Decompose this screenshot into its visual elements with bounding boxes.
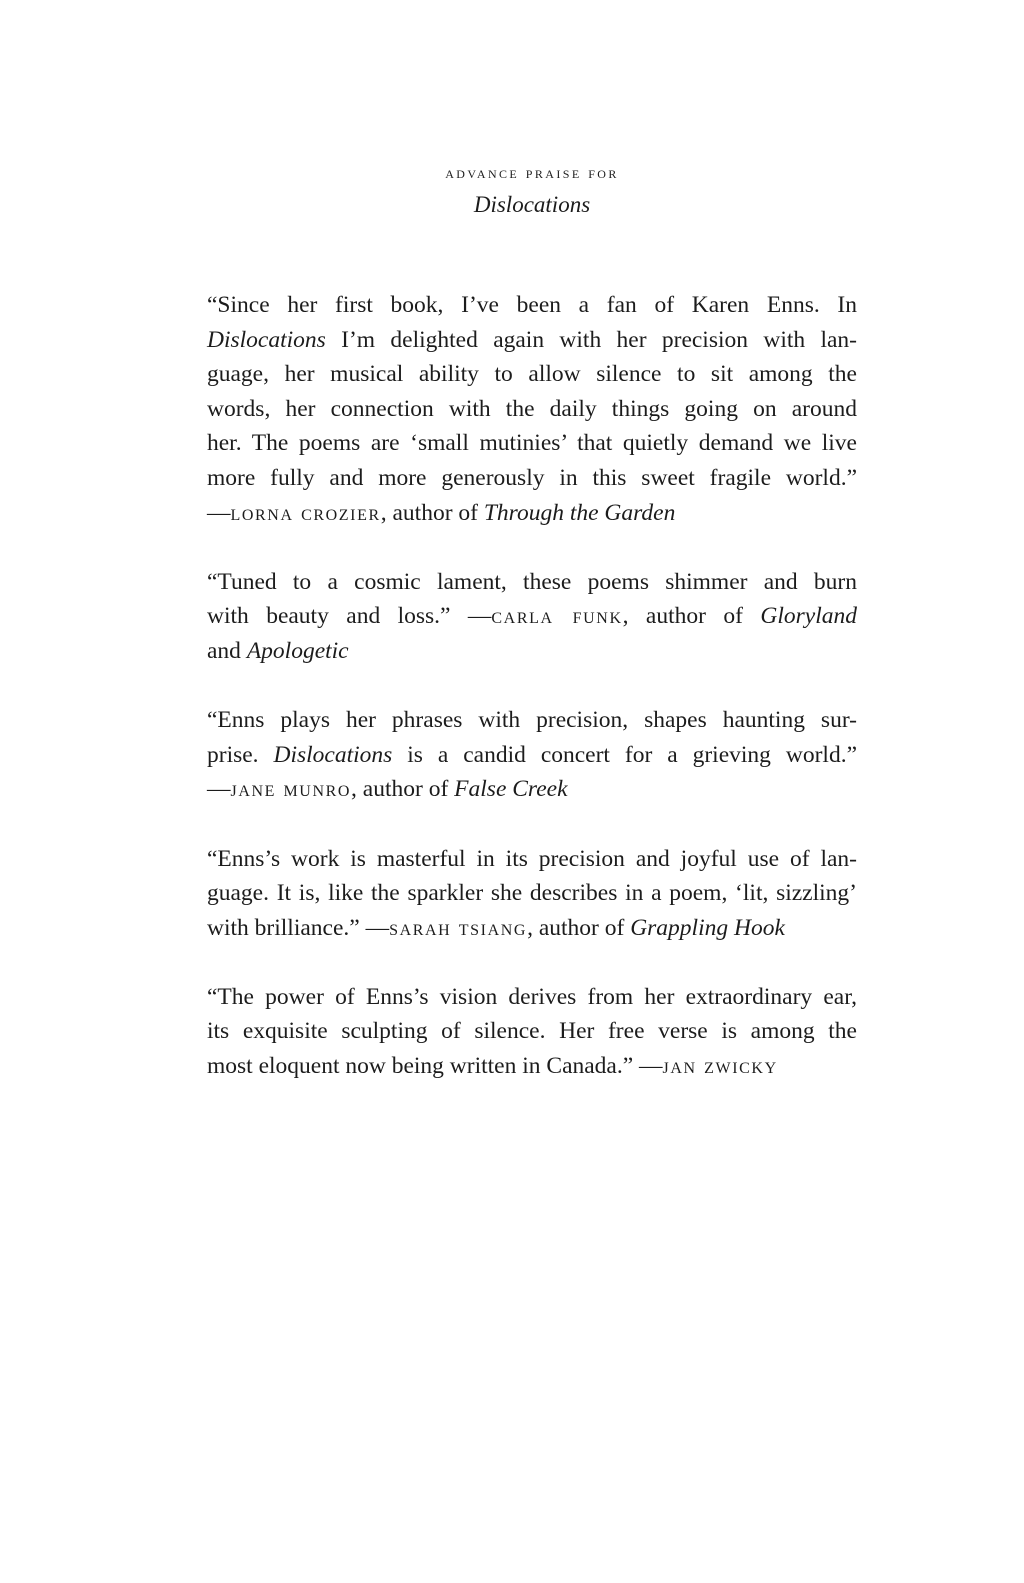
- quote-line: [207, 357, 857, 392]
- quote-line: [207, 565, 857, 600]
- quote-text: her. The poems are ‘small mutinies’ that quietly demand we live: [207, 430, 857, 457]
- quote-text: “Tuned to a cosmic lament, these poems shimmer and burn: [207, 568, 857, 595]
- quote-text: , author of: [351, 776, 455, 803]
- quote-line: [207, 323, 857, 358]
- quote-text: “Enns plays her phrases with precision, shapes haunting sur-: [207, 707, 857, 734]
- praise-quotes: [207, 288, 857, 1084]
- quote-line: [207, 634, 857, 669]
- quote-line: [207, 911, 857, 946]
- quote-line: [207, 1049, 857, 1084]
- quote-line: [207, 599, 857, 634]
- quote-text: with beauty and loss.” —: [207, 603, 492, 630]
- quote-line: [207, 496, 857, 531]
- quote-line: [207, 842, 857, 877]
- book-title-ref: Grappling Hook: [630, 914, 785, 941]
- quote-line: [207, 876, 857, 911]
- quote-text: “Since her first book, I’ve been a fan of Karen Enns. In: [207, 292, 857, 318]
- quote-text: guage. It is, like the sparkler she describes in a poem, ‘lit, sizzling’: [207, 880, 857, 907]
- quote-line: [207, 392, 857, 427]
- author-name: jane munro: [230, 776, 352, 803]
- quote-line: [207, 772, 857, 807]
- praise-page: [207, 160, 857, 1118]
- quote-text: more fully and more generously in this sweet fragile world.”: [207, 464, 857, 491]
- quote-text: most eloquent now being written in Canada.” —: [207, 1053, 663, 1080]
- quote-text: “Enns’s work is masterful in its precision and joyful use of lan-: [207, 845, 857, 872]
- quote-text: guage, her musical ability to allow silence to sit among the: [207, 361, 857, 388]
- quote-line: [207, 288, 857, 323]
- quote-text: , author of: [380, 499, 484, 526]
- quote-line: [207, 738, 857, 773]
- author-name: carla funk: [491, 603, 623, 630]
- author-name: lorna crozier: [230, 499, 381, 526]
- quote-text: —: [207, 499, 231, 526]
- book-title-ref: False Creek: [454, 776, 568, 803]
- author-name: sarah tsiang: [389, 914, 528, 941]
- quote-text: I’m delighted again with her precision with lan-: [325, 326, 857, 353]
- praise-quote: [207, 565, 857, 669]
- quote-text: with brilliance.” —: [207, 914, 390, 941]
- heading-label: advance praise for: [445, 163, 619, 182]
- quote-line: [207, 980, 857, 1015]
- quote-text: is a candid concert for a grieving world.”: [392, 741, 857, 768]
- quote-text: , author of: [622, 603, 761, 630]
- praise-quote: [207, 288, 857, 530]
- quote-line: [207, 1014, 857, 1049]
- quote-text: , author of: [527, 914, 631, 941]
- book-title: Dislocations: [473, 192, 591, 217]
- book-title-ref: Gloryland: [760, 603, 857, 630]
- quote-text: words, her connection with the daily things going on around: [207, 395, 857, 422]
- book-title-ref: Apologetic: [246, 637, 349, 664]
- praise-quote: [207, 842, 857, 946]
- quote-line: [207, 426, 857, 461]
- praise-heading: [207, 160, 857, 220]
- quote-text: its exquisite sculpting of silence. Her free verse is among the: [207, 1018, 857, 1045]
- quote-line: [207, 703, 857, 738]
- quote-line: [207, 461, 857, 496]
- book-title-ref: Through the Garden: [483, 499, 676, 526]
- quote-text: “The power of Enns’s vision derives from her extraordinary ear,: [207, 983, 857, 1010]
- quote-text: prise.: [207, 741, 274, 768]
- book-title-ref: Dislocations: [207, 326, 326, 353]
- quote-text: and: [207, 637, 247, 664]
- book-title-ref: Dislocations: [273, 741, 393, 768]
- quote-text: —: [207, 776, 231, 803]
- author-name: jan zwicky: [662, 1053, 778, 1080]
- praise-quote: [207, 980, 857, 1084]
- praise-quote: [207, 703, 857, 807]
